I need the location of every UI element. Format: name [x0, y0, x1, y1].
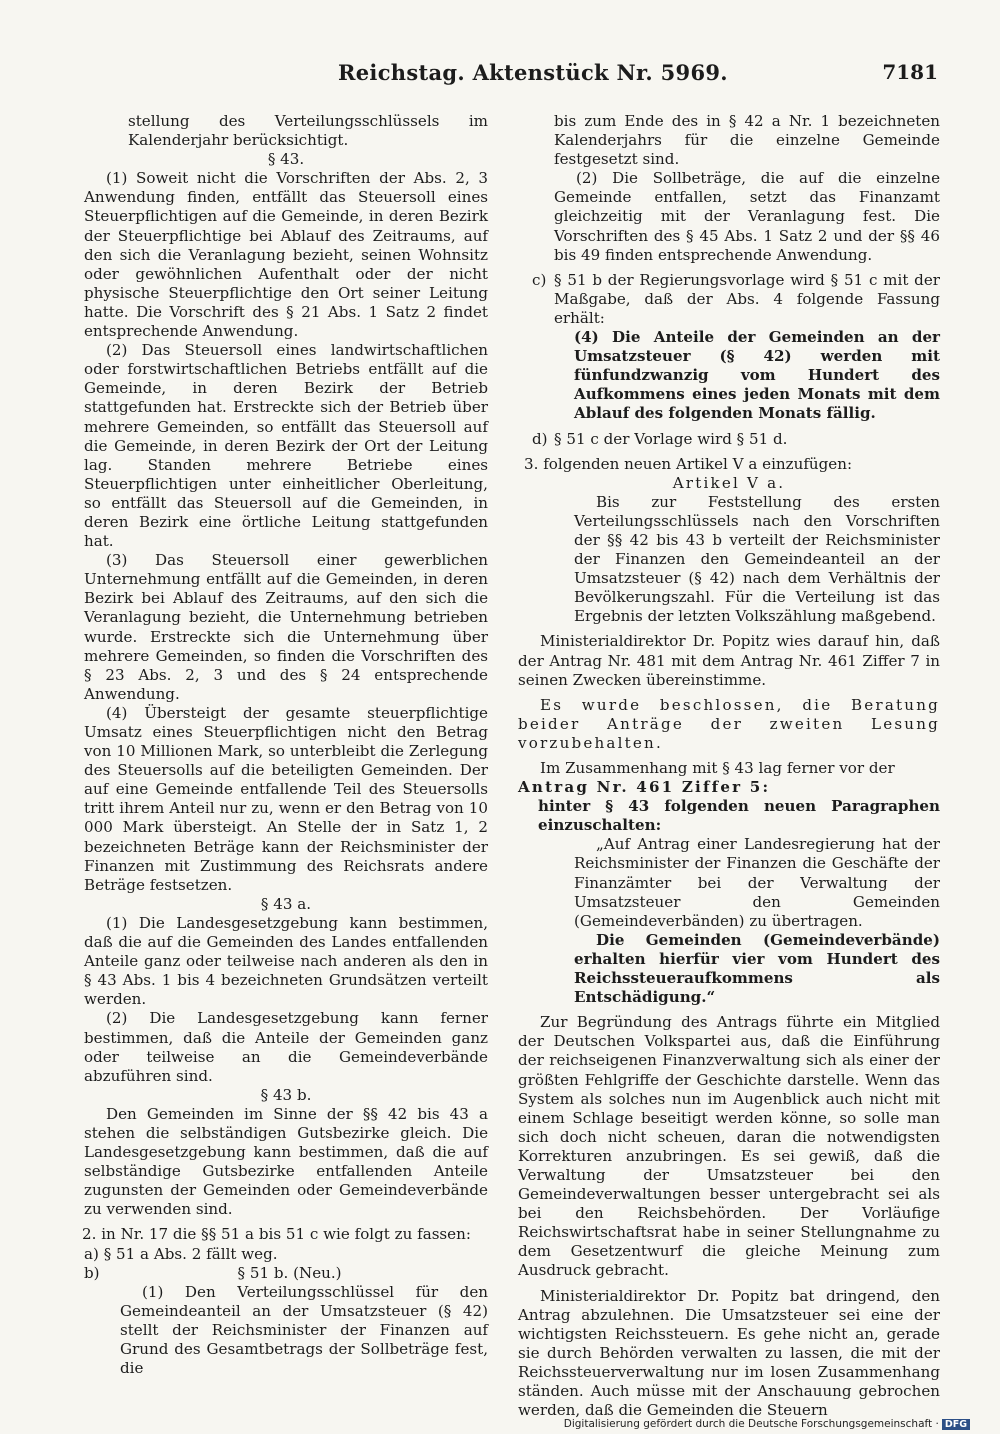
list-item: [518, 430, 940, 449]
list-item: [84, 1245, 488, 1264]
paragraph: (2) Das Steuersoll eines landwirtschaftlichen oder forstwirtschaftlichen Betriebs entfällt auf die Gemeinde, in deren Bezirk der Betrieb stattgefunden hat. Erstreckte sich der Betrieb über mehrere Gemeinden, so entfällt das Steuersoll auf die Gemeinde, in deren Bezirk der Ort der Leitung lag. Standen mehrere Betriebe eines Steuerpflichtigen unter einheitlicher Oberleitung, so entfällt das Steuersoll auf die Gemeinden, in deren Bezirk eine örtliche Leitung stattgefunden hat.: [84, 341, 488, 551]
list-number: c): [532, 270, 547, 289]
left-column: [84, 112, 488, 1378]
paragraph: (2) Die Sollbeträge, die auf die einzelne Gemeinde entfallen, setzt das Finanzamt gleichzeitig mit der Veranlagung fest. Die Vorschriften des § 45 Abs. 1 Satz 2 und der §§ 46 bis 49 finden entsprechende Anwendung.: [554, 169, 940, 264]
paragraph: (2) Die Landesgesetzgebung kann ferner bestimmen, daß die Anteile der Gemeinden ganz oder teilweise an die Gemeindeverbände abzuführen sind.: [84, 1009, 488, 1085]
quoted-paragraph: „Auf Antrag einer Landesregierung hat der Reichsminister der Finanzen die Geschäfte der Finanzämter bei der Verwaltung der Umsatzsteuer den Gemeinden (Gemeindeverbänden) zu übertragen.: [574, 835, 940, 930]
page-header: [0, 58, 1000, 92]
list-number: a): [84, 1244, 99, 1263]
list-text: § 51 c der Vorlage wird § 51 d.: [554, 429, 788, 448]
footer: [564, 1418, 970, 1430]
section-heading: § 51 b. (Neu.): [237, 1263, 342, 1282]
running-head: Reichstag. Aktenstück Nr. 5969.: [338, 60, 728, 85]
page-number: 7181: [882, 60, 938, 84]
paragraph: bis zum Ende des in § 42 a Nr. 1 bezeichneten Kalenderjahrs für die einzelne Gemeinde festgesetzt sind.: [554, 112, 940, 169]
list-item: [518, 271, 940, 328]
paragraph: Im Zusammenhang mit § 43 lag ferner vor der: [540, 759, 895, 777]
dfg-logo: DFG: [942, 1419, 970, 1430]
footer-credit: Digitalisierung gefördert durch die Deutsche Forschungsgemeinschaft ·: [563, 1418, 939, 1430]
list-number: d): [532, 429, 548, 448]
paragraph: stellung des Verteilungsschlüssels im Kalenderjahr berücksichtigt.: [128, 112, 488, 150]
paragraph: hinter § 43 folgenden neuen Paragraphen einzuschalten:: [538, 797, 940, 835]
paragraph: (3) Das Steuersoll einer gewerblichen Unternehmung entfällt auf die Gemeinden, in deren Bezirk bei Ablauf des Zeitraums, auf den sich die Veranlagung bezieht, die Unternehmung betrieben wurde. Erstreckte sich die Unternehmung über mehrere Gemeinden, so finden die Vorschriften des § 23 Abs. 2, 3 und des § 24 entsprechende Anwendung.: [84, 551, 488, 703]
right-column: [518, 112, 940, 1420]
paragraph: (1) Den Verteilungsschlüssel für den Gemeindeanteil an der Umsatzsteuer (§ 42) stellt der Reichsminister der Finanzen auf Grund des Gesamtbetrags der Sollbeträge fest, die: [120, 1282, 488, 1378]
paragraph: (4) Übersteigt der gesamte steuerpflichtige Umsatz eines Steuerpflichtigen nicht den Betrag von 10 Millionen Mark, so unterbleibt die Zerlegung des Steuersolls auf die beteiligten Gemeinden. Der auf eine Gemeinde entfallende Teil des Steuersolls tritt ihrem Anteil nur zu, wenn er den Betrag von 10 000 Mark übersteigt. An Stelle der in Satz 1, 2 bezeichneten Beträge kann der Reichsminister der Finanzen mit Zustimmung des Reichsrats andere Beträge festsetzen.: [84, 703, 488, 894]
list-text: in Nr. 17 die §§ 51 a bis 51 c wie folgt zu fassen:: [101, 1225, 471, 1244]
list-item: [82, 1225, 488, 1244]
paragraph: (1) Die Landesgesetzgebung kann bestimmen, daß die auf die Gemeinden des Landes entfallenden Anteile ganz oder teilweise nach anderen als den in § 43 Abs. 1 bis 4 bezeichneten Grundsätzen verteilt werden.: [84, 913, 488, 1009]
section-heading: Artikel V a.: [672, 473, 786, 492]
paragraph: Ministerialdirektor Dr. Popitz bat dringend, den Antrag abzulehnen. Die Umsatzsteuer sei eine der wichtigsten Reichssteuern. Es gehe nicht an, gerade sie durch Behörden verwalten zu lassen, die mit der Reichssteuerverwaltung nur im losen Zusammenhang ständen. Auch müsse mit der Anschauung gebrochen werden, daß die Gemeinden die Steuern: [518, 1286, 940, 1420]
paragraph: Den Gemeinden im Sinne der §§ 42 bis 43 a stehen die selbständigen Gutsbezirke gleich. Die Landesgesetzgebung kann bestimmen, daß die auf selbständige Gutsbezirke entfallenden Anteile zugunsten der Gemeinden oder Gemeindeverbände zu verwenden sind.: [84, 1104, 488, 1219]
paragraph: Es wurde beschlossen, die Beratung beider Anträge der zweiten Lesung vorzubehalten.: [518, 695, 940, 752]
list-text: § 51 a Abs. 2 fällt weg.: [103, 1244, 278, 1263]
list-number: b): [84, 1263, 100, 1282]
paragraph: Bis zur Feststellung des ersten Verteilungsschlüssels nach den Vorschriften der §§ 42 bis 43 b verteilt der Reichsminister der Finanzen den Gemeindeanteil an der Umsatzsteuer (§ 42) nach dem Verhältnis der Bevölkerungszahl. Für die Verteilung ist das Ergebnis der letzten Volkszählung maßgebend.: [574, 492, 940, 626]
section-heading: § 43.: [267, 150, 305, 169]
paragraph: Ministerialdirektor Dr. Popitz wies darauf hin, daß der Antrag Nr. 481 mit dem Antrag Nr. 461 Ziffer 7 in seinen Zwecken übereinstimme.: [518, 632, 940, 689]
paragraph: (1) Soweit nicht die Vorschriften der Abs. 2, 3 Anwendung finden, entfällt das Steuersoll eines Steuerpflichtigen auf die Gemeinde, in deren Bezirk der Steuerpflichtige bei Ablauf des Zeitraums, auf den sich die Veranlagung bezieht, seinen Wohnsitz oder gewöhnlichen Aufenthalt oder der nicht physische Steuerpflichtige den Ort seiner Leitung hatte. Die Vorschrift des § 21 Abs. 1 Satz 2 findet entsprechende Anwendung.: [84, 169, 488, 341]
quoted-paragraph: (4) Die Anteile der Gemeinden an der Umsatzsteuer (§ 42) werden mit fünfundzwanzig vom Hundert des Aufkommens eines jeden Monats mit dem Ablauf des folgenden Monats fällig.: [574, 328, 940, 423]
list-text: § 51 b der Regierungsvorlage wird § 51 c mit der Maßgabe, daß der Abs. 4 folgende Fassung erhält:: [554, 270, 940, 327]
list-item: [84, 1264, 488, 1283]
paragraph: Antrag Nr. 461 Ziffer 5:: [518, 778, 771, 797]
section-heading: § 43 b.: [260, 1085, 312, 1104]
section-heading: § 43 a.: [260, 894, 312, 913]
paragraph: Zur Begründung des Antrags führte ein Mitglied der Deutschen Volkspartei aus, daß die Einführung der reichseigenen Finanzverwaltung sich als einer der größten Fehlgriffe der Geschichte darstelle. Wenn das System als solches nun im Augenblick auch nicht mit einem Schlage beseitigt werden könne, so solle man sich doch nicht scheuen, daran die notwendigsten Korrekturen anzubringen. Es sei gewiß, daß die Verwaltung der Umsatzsteuer bei den Gemeindeverwaltungen besser untergebracht sei als bei den Reichsbehörden. Der Vorläufige Reichswirtschaftsrat habe in seiner Stellungnahme zu dem Gesetzentwurf die gleiche Meinung zum Ausdruck gebracht.: [518, 1013, 940, 1280]
quoted-paragraph: Die Gemeinden (Gemeindeverbände) erhalten hierfür vier vom Hundert des Reichssteueraufkommens als Entschädigung.“: [574, 930, 940, 1007]
list-number: 2.: [82, 1225, 97, 1244]
paragraph: 3. folgenden neuen Artikel V a einzufügen:: [524, 454, 853, 473]
